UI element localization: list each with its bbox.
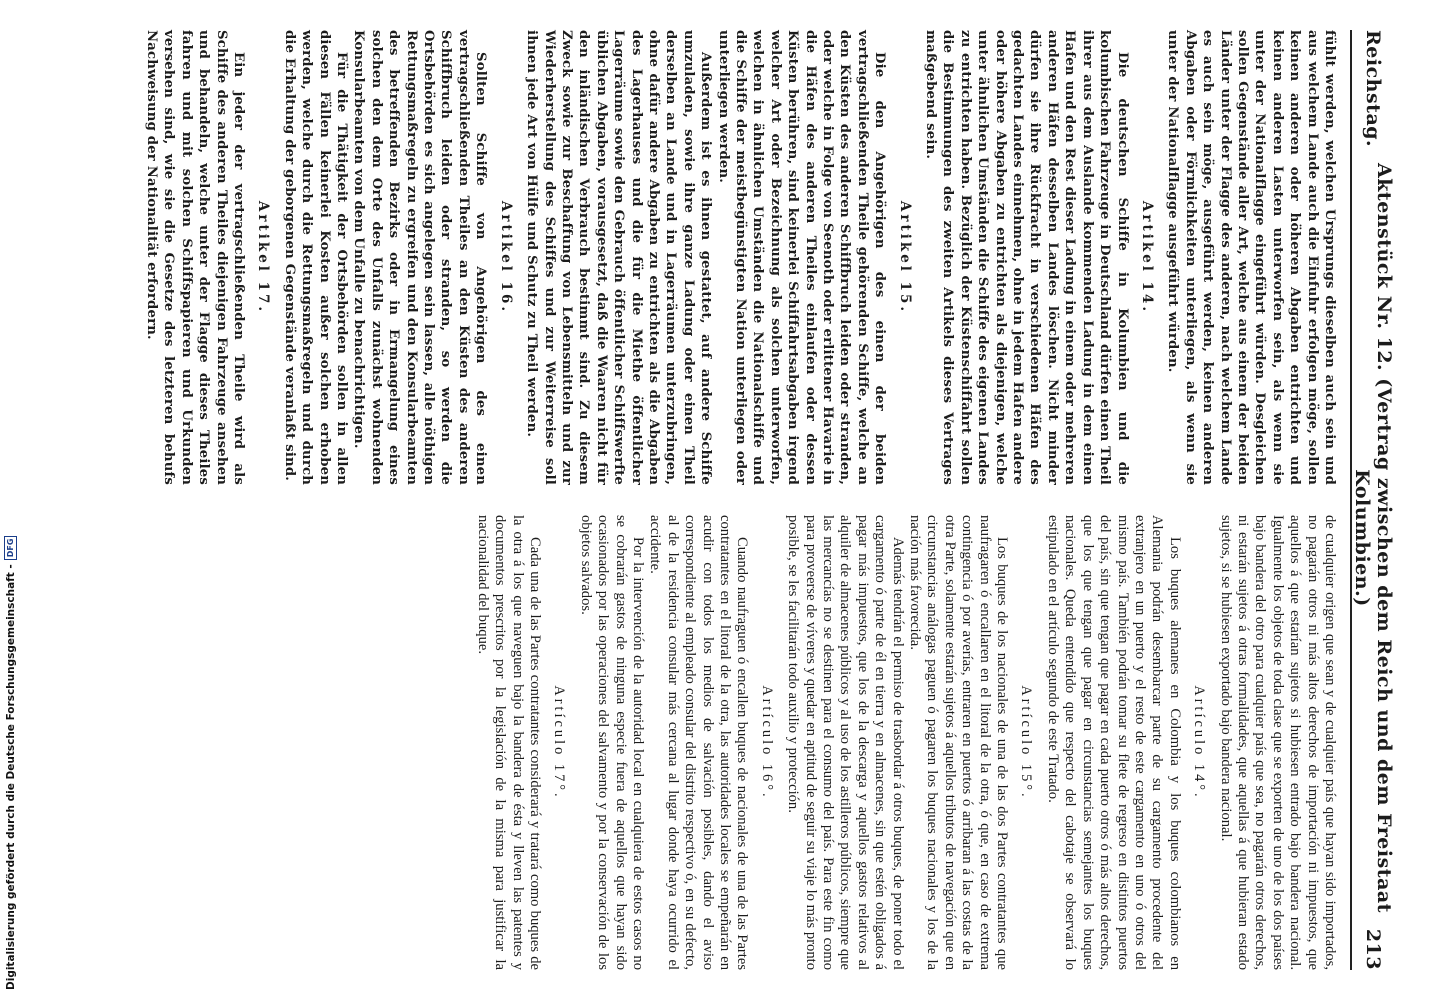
german-article-15-para-1: Die den Angehörigen des einen der beiden vertragschließenden Theile gehörenden Schiffe, welche an den Küsten des anderen Schiffbruch leiden oder stranden, oder welche in Folge von Seenoth oder erlittener Havarie in die Häfen des anderen Theiles einlaufen oder dessen Küsten berühren, sind keinerlei Schiffahrtsabgaben irgend welcher Art oder Bezeichnung als solchen unterworfen, welchen in ähnlichen Umständen die Nationalschiffe und die Schiffe der meistbegünstigten Nation unterliegen oder unterliegen werden. bbox=[715, 30, 888, 485]
spanish-article-16-para-1: Cuando naufraguen ó encallen buques de nacionales de una de las Partes contratantes en el litoral de la otra, las autoridades locales se empeñarán en acudir con todos los medios de salvación posibles, dando el aviso correspondiente al empleado consular del distrito respectivo ó, en su defecto, al de la residencia consular más cercana al lugar donde haya ocurrido el accidente. bbox=[647, 515, 751, 970]
german-column bbox=[143, 30, 1338, 485]
spanish-article-16-para-2: Por la intervención de la autoridad local en cualquiera de estos casos no se cobrarán gastos de ninguna especie fuera de aquellos que hayan sido ocasionados por las operaciones del salvamento y por la conservación de los objetos salvados. bbox=[577, 515, 646, 970]
spanish-article-14-title: Artículo 14°. bbox=[1191, 685, 1208, 800]
german-article-17-title: Artikel 17. bbox=[255, 200, 272, 315]
digitization-credit bbox=[4, 536, 17, 990]
spanish-article-17-title: Artículo 17°. bbox=[551, 685, 568, 800]
german-intro: fühlt werden, welchen Ursprungs dieselben auch sein und aus welchem Lande auch die Einfuhr erfolgen möge, sollen keinen anderen oder höheren Abgaben entrichten und keinen anderen Lasten unterworfen sein, als wenn sie unter der Nationalflagge eingeführt würden. Desgleichen sollen Gegenstände aller Art, welche aus einem der beiden Länder unter der Flagge des anderen, nach welchem Lande es auch sein möge, ausgeführt werden, keinen anderen Abgaben oder Förmlichkeiten unterliegen, als wenn sie unter der Nationalflagge ausgeführt würden. bbox=[1165, 30, 1337, 485]
spanish-article-15-para-2: Además tendrán el permiso de trasbordar á otros buques, de poner todo el cargamento ó parte de él en tierra y en almacenes, sin que estén obligados á pagar más impuestos, que los de la descarga y aquellos gastos relativos al alquiler de almacenes públicos y al uso de los astilleros públicos, siempre que las mercancías no se destinen para el consumo del país. Para este fin como para proveerse de víveres y quedar en aptitud de seguir su viaje lo más pronto posible, se les facilitarán todo auxilio y protección. bbox=[785, 515, 906, 970]
header-left: Reichstag. bbox=[1362, 30, 1384, 148]
spanish-article-17-para-1: Cada una de las Partes contratantes considerará y tratará como buques de la otra á los que naveguen bajo la bandera de ésta y lleven las patentes y documentos prescritos por la legislación de la misma para justificar la nacionalidad del buque. bbox=[474, 515, 543, 970]
document-page bbox=[50, 30, 1395, 970]
spanish-article-14-para-1: Los buques alemanes en Colombia y los buques colombianos en Alemania podrán desembarcar parte de su cargamento procedente del extranjero en un puerto y el resto de este cargamento en uno ó otros del mismo país. También podrán tomar su flete de regreso en distintos puertos del país, sin que tengan que pagar en cada puerto otros ó más altos derechos, que los que tengan que pagar en circunstancias semejantes los buques nacionales. Queda entendido que respecto del cabotaje se observará lo estipulado en el artículo segundo de este Tratado. bbox=[1044, 515, 1183, 970]
german-article-16-para-1: Sollten Schiffe von Angehörigen des einen vertragschließenden Theiles an den Küsten des anderen Schiffbruch leiden oder stranden, so werden die Ortsbehörden es sich angelegen sein lassen, alle nöthigen Rettungsmaßregeln zu ergreifen und den Konsularbeamten des betreffenden Bezirks oder in Ermangelung eines solchen den dem Orte des Unfalls zunächst wohnenden Konsularbeamten von dem Unfalle zu benachrichtigen. bbox=[351, 30, 489, 485]
german-article-14-para-1: Die deutschen Schiffe in Kolumbien und die kolumbischen Fahrzeuge in Deutschland dürfen einen Theil ihrer aus dem Auslande kommenden Ladung in dem einen Hafen und den Rest dieser Ladung in einem oder mehreren anderen Häfen desselben Landes löschen. Nicht minder dürfen sie ihre Rückfracht in verschiedenen Häfen des gedachten Landes einnehmen, ohne in jedem Hafen andere oder höhere Abgaben zu entrichten als diejenigen, welche unter ähnlichen Umständen die Schiffe des eigenen Landes zu entrichten haben. Bezüglich der Küstenschiffahrt sollen die Bestimmungen des zweiten Artikels dieses Vertrages maßgebend sein. bbox=[923, 30, 1130, 485]
german-article-14-title: Artikel 14. bbox=[1138, 200, 1155, 315]
spanish-article-15-title: Artículo 15°. bbox=[1018, 685, 1035, 800]
spanish-intro: de cualquier origen que sean y de cualquier país que hayan sido importados, no pagarán otros ni más altos derechos de importación ni impuestos, que aquellos á que estarían sujetos si hubiesen entrado bajo bandera nacional. Igualmente los objetos de toda clase que se exporten de uno de los dos países bajo bandera del otro para cualquier país que sea, no pagarán otros derechos, ni estarán sujetos á otras formalidades, que aquellas á que hubieran estado sujetos, si se hubiesen exportado bajo bandera nacional. bbox=[1217, 515, 1338, 970]
spanish-article-15-para-1: Los buques de los nacionales de una de las dos Partes contratantes que naufragaren ó encallaren en el litoral de la otra, ó que, en caso de extrema contingencia ó por averías, entraren en puertos ó arribaran á las costas de la otra Parte, solamente estarán sujetos á aquellos tributos de navegación que en circunstancias análogas paguen ó pagaren los buques nacionales y los de la nación más favorecida. bbox=[907, 515, 1011, 970]
header-title: Aktenstück Nr. 12. (Vertrag zwischen dem Reich und dem Freistaat Kolumbien.) bbox=[1351, 163, 1395, 913]
page-header bbox=[1351, 30, 1395, 970]
german-article-17-para-1: Ein jeder der vertragschließenden Theile wird als Schiffe des anderen Theiles diejenigen Fahrzeuge ansehen und behandeln, welche unter der Flagge dieses Theiles fahren und mit solchen Schiffspapieren und Urkunden versehen sind, wie sie die Gesetze des letzteren behufs Nachweisung der Nationalität erfordern. bbox=[144, 30, 247, 485]
spanish-article-16-title: Artículo 16°. bbox=[758, 685, 775, 800]
dfg-logo: DFG bbox=[4, 536, 17, 561]
header-rule bbox=[1350, 30, 1352, 970]
german-article-16-para-2: Für die Thätigkeit der Ortsbehörden sollen in allen diesen Fällen keinerlei Kosten außer solchen erhoben werden, welche durch die Rettungsmaßregeln und durch die Erhaltung der geborgenen Gegenstände veranlaßt sind. bbox=[281, 30, 350, 485]
german-article-16-title: Artikel 16. bbox=[497, 200, 514, 315]
spanish-column bbox=[473, 515, 1338, 970]
german-article-15-title: Artikel 15. bbox=[896, 200, 913, 315]
german-article-15-para-2: Außerdem ist es ihnen gestattet, auf andere Schiffe umzuladen, sowie ihre ganze Ladung oder einen Theil derselben an Lande und in Lagerräumen unterzubringen, ohne dafür andere Abgaben zu entrichten als die Abgaben des Lagerhauses und die für die Miethe öffentlicher Lagerräume sowie den Gebrauch öffentlicher Schiffswerfte üblichen Abgaben, vorausgesetzt, daß die Waaren nicht für den inländischen Verbrauch bestimmt sind. Zu diesem Zweck sowie zur Beschaffung von Lebensmitteln und zur Wiederherstellung des Schiffes und zur Weiterreise soll ihnen jede Art von Hülfe und Schutz zu Theil werden. bbox=[524, 30, 714, 485]
credit-text: Digitalisierung gefördert durch die Deutsche Forschungsgemeinschaft - bbox=[4, 564, 17, 990]
page-number: 213 bbox=[1362, 928, 1384, 970]
